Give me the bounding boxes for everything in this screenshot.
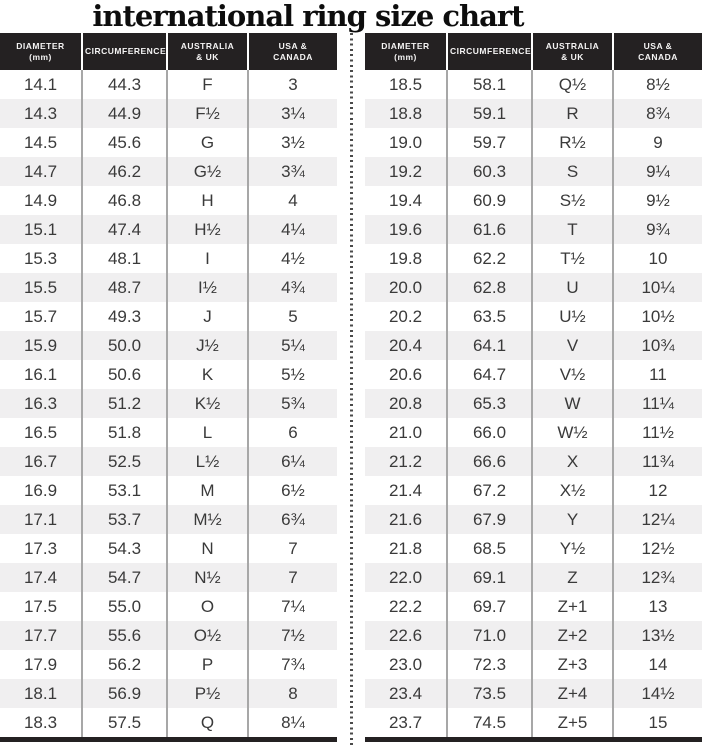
cell-circumference: 53.1 [82, 476, 167, 505]
table-row [365, 679, 702, 708]
cell-australia-uk: T [532, 215, 613, 244]
table-row [365, 360, 702, 389]
cell-diameter: 15.9 [23, 335, 58, 355]
cell-diameter: 16.3 [23, 393, 58, 413]
cell-australia-uk: K [167, 360, 248, 389]
cell-australia-uk: T½ [532, 244, 613, 273]
cell-usa-canada: 15 [613, 708, 702, 740]
cell-usa-canada: 10 [613, 244, 702, 273]
header-label: AUSTRALIA [545, 40, 600, 51]
cell-diameter: 17.4 [23, 567, 58, 587]
cell-circumference: 68.5 [447, 534, 532, 563]
cell-australia-uk: W½ [532, 418, 613, 447]
cell-circumference: 45.6 [82, 128, 167, 157]
cell-australia-uk: S½ [532, 186, 613, 215]
cell-usa-canada: 7 [248, 563, 337, 592]
cell-circumference: 44.9 [82, 99, 167, 128]
cell-circumference: 52.5 [82, 447, 167, 476]
cell-circumference: 71.0 [447, 621, 532, 650]
table-row [0, 534, 337, 563]
cell-circumference: 59.7 [447, 128, 532, 157]
header-circumference [447, 33, 532, 70]
cell-australia-uk: R [532, 99, 613, 128]
table-row [365, 186, 702, 215]
cell-usa-canada: 13 [613, 592, 702, 621]
cell-usa-canada: 9½ [613, 186, 702, 215]
table-row [0, 708, 337, 740]
cell-diameter: 16.7 [23, 451, 58, 471]
cell-usa-canada: 9¾ [613, 215, 702, 244]
table-row [365, 244, 702, 273]
table-header [0, 33, 337, 70]
cell-circumference: 55.0 [82, 592, 167, 621]
cell-diameter: 19.8 [388, 248, 423, 268]
cell-circumference: 62.2 [447, 244, 532, 273]
header-usa-canada [248, 33, 337, 70]
table-row [365, 708, 702, 740]
cell-diameter: 14.1 [23, 74, 58, 94]
header-sublabel: & UK [561, 51, 584, 62]
cell-australia-uk: P½ [167, 679, 248, 708]
header-row [365, 33, 702, 70]
cell-australia-uk: O½ [167, 621, 248, 650]
table-row [0, 447, 337, 476]
cell-circumference: 54.3 [82, 534, 167, 563]
table-row [365, 331, 702, 360]
cell-australia-uk: P [167, 650, 248, 679]
cell-diameter: 17.7 [23, 625, 58, 645]
cell-australia-uk: X½ [532, 476, 613, 505]
cell-australia-uk: Y [532, 505, 613, 534]
header-circumference [82, 33, 167, 70]
cell-circumference: 50.6 [82, 360, 167, 389]
cell-australia-uk: M [167, 476, 248, 505]
cell-australia-uk: Q½ [532, 70, 613, 99]
cell-diameter: 19.0 [388, 132, 423, 152]
cell-circumference: 46.2 [82, 157, 167, 186]
header-sublabel: & UK [196, 51, 219, 62]
cell-usa-canada: 7¼ [248, 592, 337, 621]
cell-usa-canada: 5¾ [248, 389, 337, 418]
cell-usa-canada: 4¼ [248, 215, 337, 244]
cell-diameter: 17.9 [23, 654, 58, 674]
table-row [365, 157, 702, 186]
cell-circumference: 62.8 [447, 273, 532, 302]
header-sublabel: CANADA [638, 51, 678, 62]
table-row [365, 563, 702, 592]
table-row [0, 273, 337, 302]
cell-usa-canada: 11 [613, 360, 702, 389]
cell-diameter: 20.8 [388, 393, 423, 413]
cell-usa-canada: 9 [613, 128, 702, 157]
cell-circumference: 60.9 [447, 186, 532, 215]
cell-circumference: 66.0 [447, 418, 532, 447]
header-label: DIAMETER [16, 40, 65, 51]
header-label: CIRCUMFERENCE [85, 46, 167, 56]
table-row [365, 273, 702, 302]
cell-usa-canada: 3½ [248, 128, 337, 157]
table-row [0, 128, 337, 157]
table-row [0, 621, 337, 650]
cell-diameter: 17.5 [23, 596, 58, 616]
cell-usa-canada: 14½ [613, 679, 702, 708]
cell-usa-canada: 10¼ [613, 273, 702, 302]
cell-circumference: 69.1 [447, 563, 532, 592]
table-row [0, 244, 337, 273]
cell-circumference: 64.7 [447, 360, 532, 389]
cell-circumference: 46.8 [82, 186, 167, 215]
cell-diameter: 21.2 [388, 451, 423, 471]
cell-diameter: 20.0 [388, 277, 423, 297]
cell-australia-uk: V [532, 331, 613, 360]
cell-diameter: 20.2 [388, 306, 423, 326]
cell-diameter: 15.7 [23, 306, 58, 326]
cell-diameter: 18.1 [23, 683, 58, 703]
header-label: USA & [278, 40, 308, 51]
cell-usa-canada: 9¼ [613, 157, 702, 186]
table-body [365, 70, 702, 740]
cell-australia-uk: Z+5 [532, 708, 613, 740]
table-row [365, 621, 702, 650]
cell-usa-canada: 7½ [248, 621, 337, 650]
cell-usa-canada: 11¾ [613, 447, 702, 476]
cell-australia-uk: G½ [167, 157, 248, 186]
cell-australia-uk: R½ [532, 128, 613, 157]
cell-australia-uk: Z+1 [532, 592, 613, 621]
table-row [365, 70, 702, 99]
cell-diameter: 20.6 [388, 364, 423, 384]
cell-diameter: 14.5 [23, 132, 58, 152]
cell-diameter: 22.6 [388, 625, 423, 645]
cell-diameter: 15.1 [23, 219, 58, 239]
table-row [0, 215, 337, 244]
table-row [0, 505, 337, 534]
cell-diameter: 23.4 [388, 683, 423, 703]
header-row [0, 33, 337, 70]
cell-usa-canada: 4 [248, 186, 337, 215]
cell-australia-uk: Q [167, 708, 248, 740]
table-row [365, 650, 702, 679]
cell-diameter: 19.4 [388, 190, 423, 210]
table-row [365, 505, 702, 534]
cell-diameter: 21.4 [388, 480, 423, 500]
cell-australia-uk: S [532, 157, 613, 186]
table-row [0, 302, 337, 331]
cell-australia-uk: O [167, 592, 248, 621]
cell-diameter: 23.0 [388, 654, 423, 674]
cell-diameter: 21.6 [388, 509, 423, 529]
cell-australia-uk: I½ [167, 273, 248, 302]
cell-circumference: 54.7 [82, 563, 167, 592]
header-sublabel: CANADA [273, 51, 313, 62]
table-row [0, 99, 337, 128]
cell-usa-canada: 4½ [248, 244, 337, 273]
cell-circumference: 57.5 [82, 708, 167, 740]
header-sublabel: (mm) [394, 51, 417, 62]
cell-diameter: 22.0 [388, 567, 423, 587]
table-row [365, 447, 702, 476]
cell-usa-canada: 7¾ [248, 650, 337, 679]
cell-circumference: 63.5 [447, 302, 532, 331]
cell-circumference: 61.6 [447, 215, 532, 244]
cell-usa-canada: 4¾ [248, 273, 337, 302]
table-row [0, 679, 337, 708]
cell-australia-uk: M½ [167, 505, 248, 534]
table-row [365, 128, 702, 157]
table-row [365, 99, 702, 128]
cell-usa-canada: 5 [248, 302, 337, 331]
header-usa-canada [613, 33, 702, 70]
table-row [0, 389, 337, 418]
cell-usa-canada: 10¾ [613, 331, 702, 360]
cell-circumference: 47.4 [82, 215, 167, 244]
cell-australia-uk: Z+3 [532, 650, 613, 679]
cell-usa-canada: 8¾ [613, 99, 702, 128]
table-row [365, 534, 702, 563]
cell-australia-uk: Z+4 [532, 679, 613, 708]
cell-usa-canada: 8 [248, 679, 337, 708]
cell-australia-uk: L½ [167, 447, 248, 476]
cell-diameter: 20.4 [388, 335, 423, 355]
table-row [365, 215, 702, 244]
cell-australia-uk: H [167, 186, 248, 215]
cell-usa-canada: 5¼ [248, 331, 337, 360]
cell-australia-uk: Y½ [532, 534, 613, 563]
ring-size-table-left [0, 33, 337, 742]
cell-australia-uk: G [167, 128, 248, 157]
cell-circumference: 64.1 [447, 331, 532, 360]
cell-usa-canada: 5½ [248, 360, 337, 389]
cell-diameter: 15.3 [23, 248, 58, 268]
table-row [365, 418, 702, 447]
cell-usa-canada: 10½ [613, 302, 702, 331]
table-row [0, 418, 337, 447]
header-label: DIAMETER [381, 40, 430, 51]
cell-usa-canada: 13½ [613, 621, 702, 650]
cell-circumference: 56.9 [82, 679, 167, 708]
cell-australia-uk: F½ [167, 99, 248, 128]
header-australia-uk [532, 33, 613, 70]
cell-australia-uk: X [532, 447, 613, 476]
table-row [0, 592, 337, 621]
header-label: USA & [643, 40, 673, 51]
cell-circumference: 74.5 [447, 708, 532, 740]
cell-usa-canada: 7 [248, 534, 337, 563]
cell-diameter: 19.2 [388, 161, 423, 181]
cell-australia-uk: N½ [167, 563, 248, 592]
cell-australia-uk: F [167, 70, 248, 99]
cell-australia-uk: V½ [532, 360, 613, 389]
cell-diameter: 21.0 [388, 422, 423, 442]
header-label: CIRCUMFERENCE [450, 46, 532, 56]
cell-usa-canada: 3¾ [248, 157, 337, 186]
table-row [0, 331, 337, 360]
cell-australia-uk: J [167, 302, 248, 331]
cell-circumference: 72.3 [447, 650, 532, 679]
cell-circumference: 73.5 [447, 679, 532, 708]
cell-usa-canada: 12 [613, 476, 702, 505]
cell-australia-uk: N [167, 534, 248, 563]
ring-size-table-right [365, 33, 702, 742]
cell-diameter: 16.9 [23, 480, 58, 500]
cell-diameter: 16.1 [23, 364, 58, 384]
cell-circumference: 51.2 [82, 389, 167, 418]
table-row [0, 70, 337, 99]
cell-australia-uk: Z+2 [532, 621, 613, 650]
cell-diameter: 17.1 [23, 509, 58, 529]
cell-circumference: 44.3 [82, 70, 167, 99]
cell-australia-uk: L [167, 418, 248, 447]
table-row [0, 476, 337, 505]
cell-usa-canada: 8¼ [248, 708, 337, 740]
cell-diameter: 14.3 [23, 103, 58, 123]
cell-circumference: 51.8 [82, 418, 167, 447]
cell-circumference: 48.1 [82, 244, 167, 273]
cell-circumference: 50.0 [82, 331, 167, 360]
table-body [0, 70, 337, 740]
ring-size-tables [0, 33, 702, 747]
cell-diameter: 15.5 [23, 277, 58, 297]
cell-australia-uk: U½ [532, 302, 613, 331]
cell-usa-canada: 12½ [613, 534, 702, 563]
cell-diameter: 18.5 [388, 74, 423, 94]
cell-usa-canada: 11½ [613, 418, 702, 447]
header-australia-uk [167, 33, 248, 70]
table-row [0, 186, 337, 215]
cell-circumference: 48.7 [82, 273, 167, 302]
table-row [0, 157, 337, 186]
cell-circumference: 60.3 [447, 157, 532, 186]
cell-usa-canada: 6¾ [248, 505, 337, 534]
page-title: international ring size chart [92, 0, 524, 33]
cell-usa-canada: 6½ [248, 476, 337, 505]
table-row [0, 563, 337, 592]
cell-usa-canada: 6¼ [248, 447, 337, 476]
cell-circumference: 55.6 [82, 621, 167, 650]
cell-diameter: 14.7 [23, 161, 58, 181]
cell-circumference: 58.1 [447, 70, 532, 99]
table-header [365, 33, 702, 70]
table-row [0, 650, 337, 679]
cell-diameter: 19.6 [388, 219, 423, 239]
cell-usa-canada: 11¼ [613, 389, 702, 418]
header-diameter [365, 33, 447, 70]
dashed-divider [337, 33, 365, 747]
cell-diameter: 22.2 [388, 596, 423, 616]
header-sublabel: (mm) [29, 51, 52, 62]
cell-diameter: 18.8 [388, 103, 423, 123]
cell-australia-uk: U [532, 273, 613, 302]
cell-circumference: 69.7 [447, 592, 532, 621]
cell-usa-canada: 14 [613, 650, 702, 679]
table-row [365, 302, 702, 331]
dotted-line [350, 33, 353, 747]
cell-circumference: 67.2 [447, 476, 532, 505]
cell-australia-uk: W [532, 389, 613, 418]
cell-circumference: 65.3 [447, 389, 532, 418]
cell-circumference: 59.1 [447, 99, 532, 128]
cell-usa-canada: 12¾ [613, 563, 702, 592]
cell-circumference: 53.7 [82, 505, 167, 534]
cell-circumference: 56.2 [82, 650, 167, 679]
table-row [365, 476, 702, 505]
cell-australia-uk: Z [532, 563, 613, 592]
cell-australia-uk: H½ [167, 215, 248, 244]
header-label: AUSTRALIA [180, 40, 235, 51]
cell-australia-uk: J½ [167, 331, 248, 360]
cell-circumference: 67.9 [447, 505, 532, 534]
cell-usa-canada: 3¼ [248, 99, 337, 128]
cell-diameter: 23.7 [388, 712, 423, 732]
cell-diameter: 17.3 [23, 538, 58, 558]
cell-diameter: 14.9 [23, 190, 58, 210]
cell-australia-uk: K½ [167, 389, 248, 418]
table-row [0, 360, 337, 389]
table-row [365, 592, 702, 621]
cell-diameter: 18.3 [23, 712, 58, 732]
cell-usa-canada: 8½ [613, 70, 702, 99]
cell-diameter: 21.8 [388, 538, 423, 558]
cell-usa-canada: 3 [248, 70, 337, 99]
cell-diameter: 16.5 [23, 422, 58, 442]
table-row [365, 389, 702, 418]
cell-usa-canada: 6 [248, 418, 337, 447]
cell-usa-canada: 12¼ [613, 505, 702, 534]
cell-australia-uk: I [167, 244, 248, 273]
cell-circumference: 49.3 [82, 302, 167, 331]
header-diameter [0, 33, 82, 70]
cell-circumference: 66.6 [447, 447, 532, 476]
